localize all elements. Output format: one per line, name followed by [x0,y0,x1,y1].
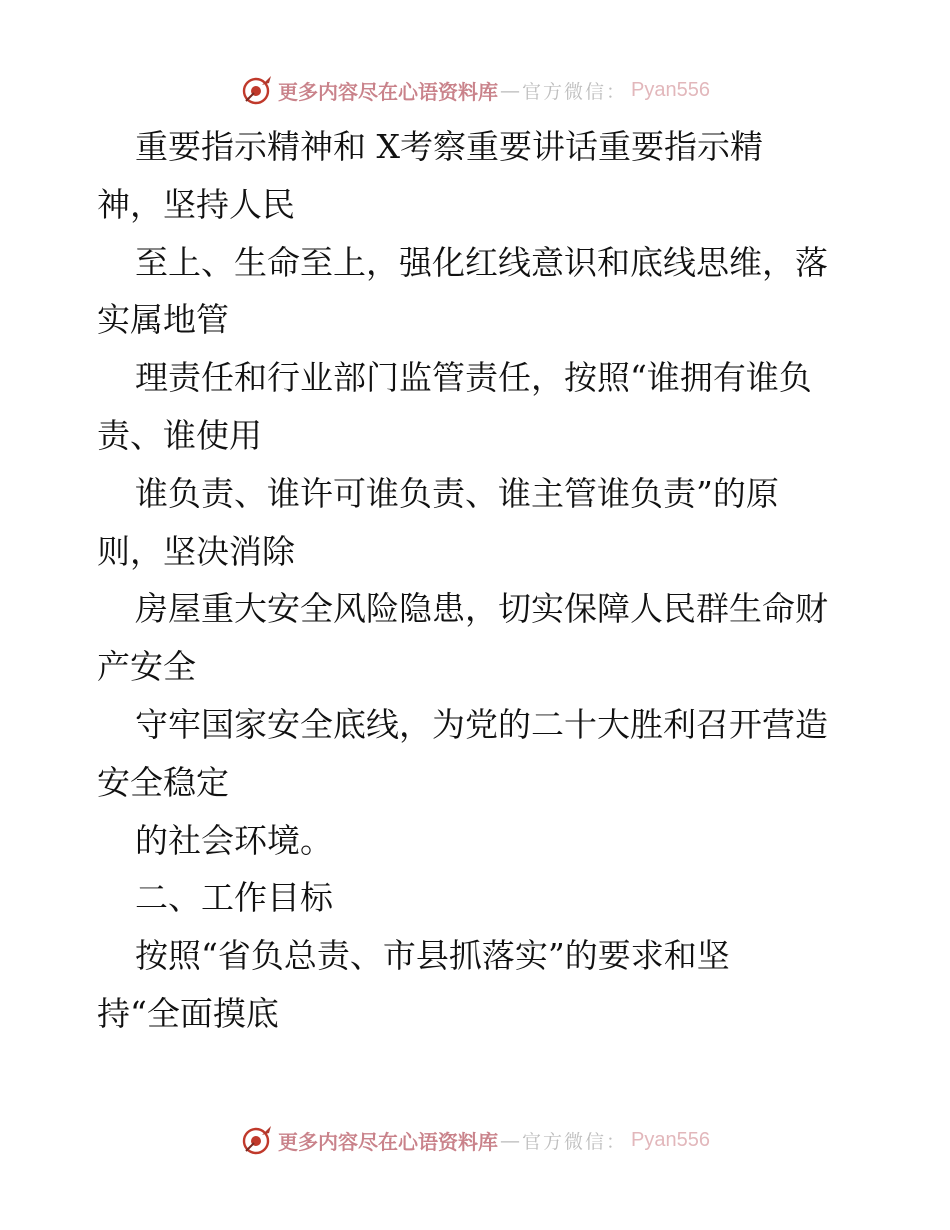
watermark-wechat-id: Pyan556 [631,1128,710,1151]
text-line: 则，坚决消除 [97,531,295,571]
watermark-wechat-id: Pyan556 [631,78,710,101]
footer-watermark [0,1122,950,1158]
text-line: 责、谁使用 [97,415,262,455]
watermark-title: 更多内容尽在心语资料库 [278,79,498,104]
watermark-title: 更多内容尽在心语资料库 [278,1129,498,1154]
text-line: 安全稳定 [97,762,229,802]
watermark-official-label: 官方微信： [522,80,628,103]
header-watermark [0,72,950,108]
watermark-dash: — [500,78,520,102]
document-body [97,118,877,1043]
text-line: 的社会环境。 [135,820,333,860]
quill-logo-icon [240,73,274,107]
text-line: 持“全面摸底 [97,993,279,1033]
text-line: 实属地管 [97,300,229,340]
watermark-dash: — [500,1128,520,1152]
text-line: 谁负责、谁许可谁负责、谁主管谁负责”的原 [135,473,779,513]
text-line: 守牢国家安全底线，为党的二十大胜利召开营造 [135,704,828,744]
quill-logo-icon [240,1123,274,1157]
text-line: 按照“省负总责、市县抓落实”的要求和坚 [135,936,730,976]
text-line: 房屋重大安全风险隐患，切实保障人民群生命财 [135,589,828,629]
section-heading: 二、工作目标 [135,878,333,918]
text-line: 神，坚持人民 [97,184,295,224]
watermark-official-label: 官方微信： [522,1130,628,1153]
text-line: 重要指示精神和 X考察重要讲话重要指示精 [135,127,763,166]
text-line: 至上、生命至上，强化红线意识和底线思维，落 [135,242,828,282]
text-line: 产安全 [97,647,196,687]
text-line: 理责任和行业部门监管责任，按照“谁拥有谁负 [135,358,812,398]
